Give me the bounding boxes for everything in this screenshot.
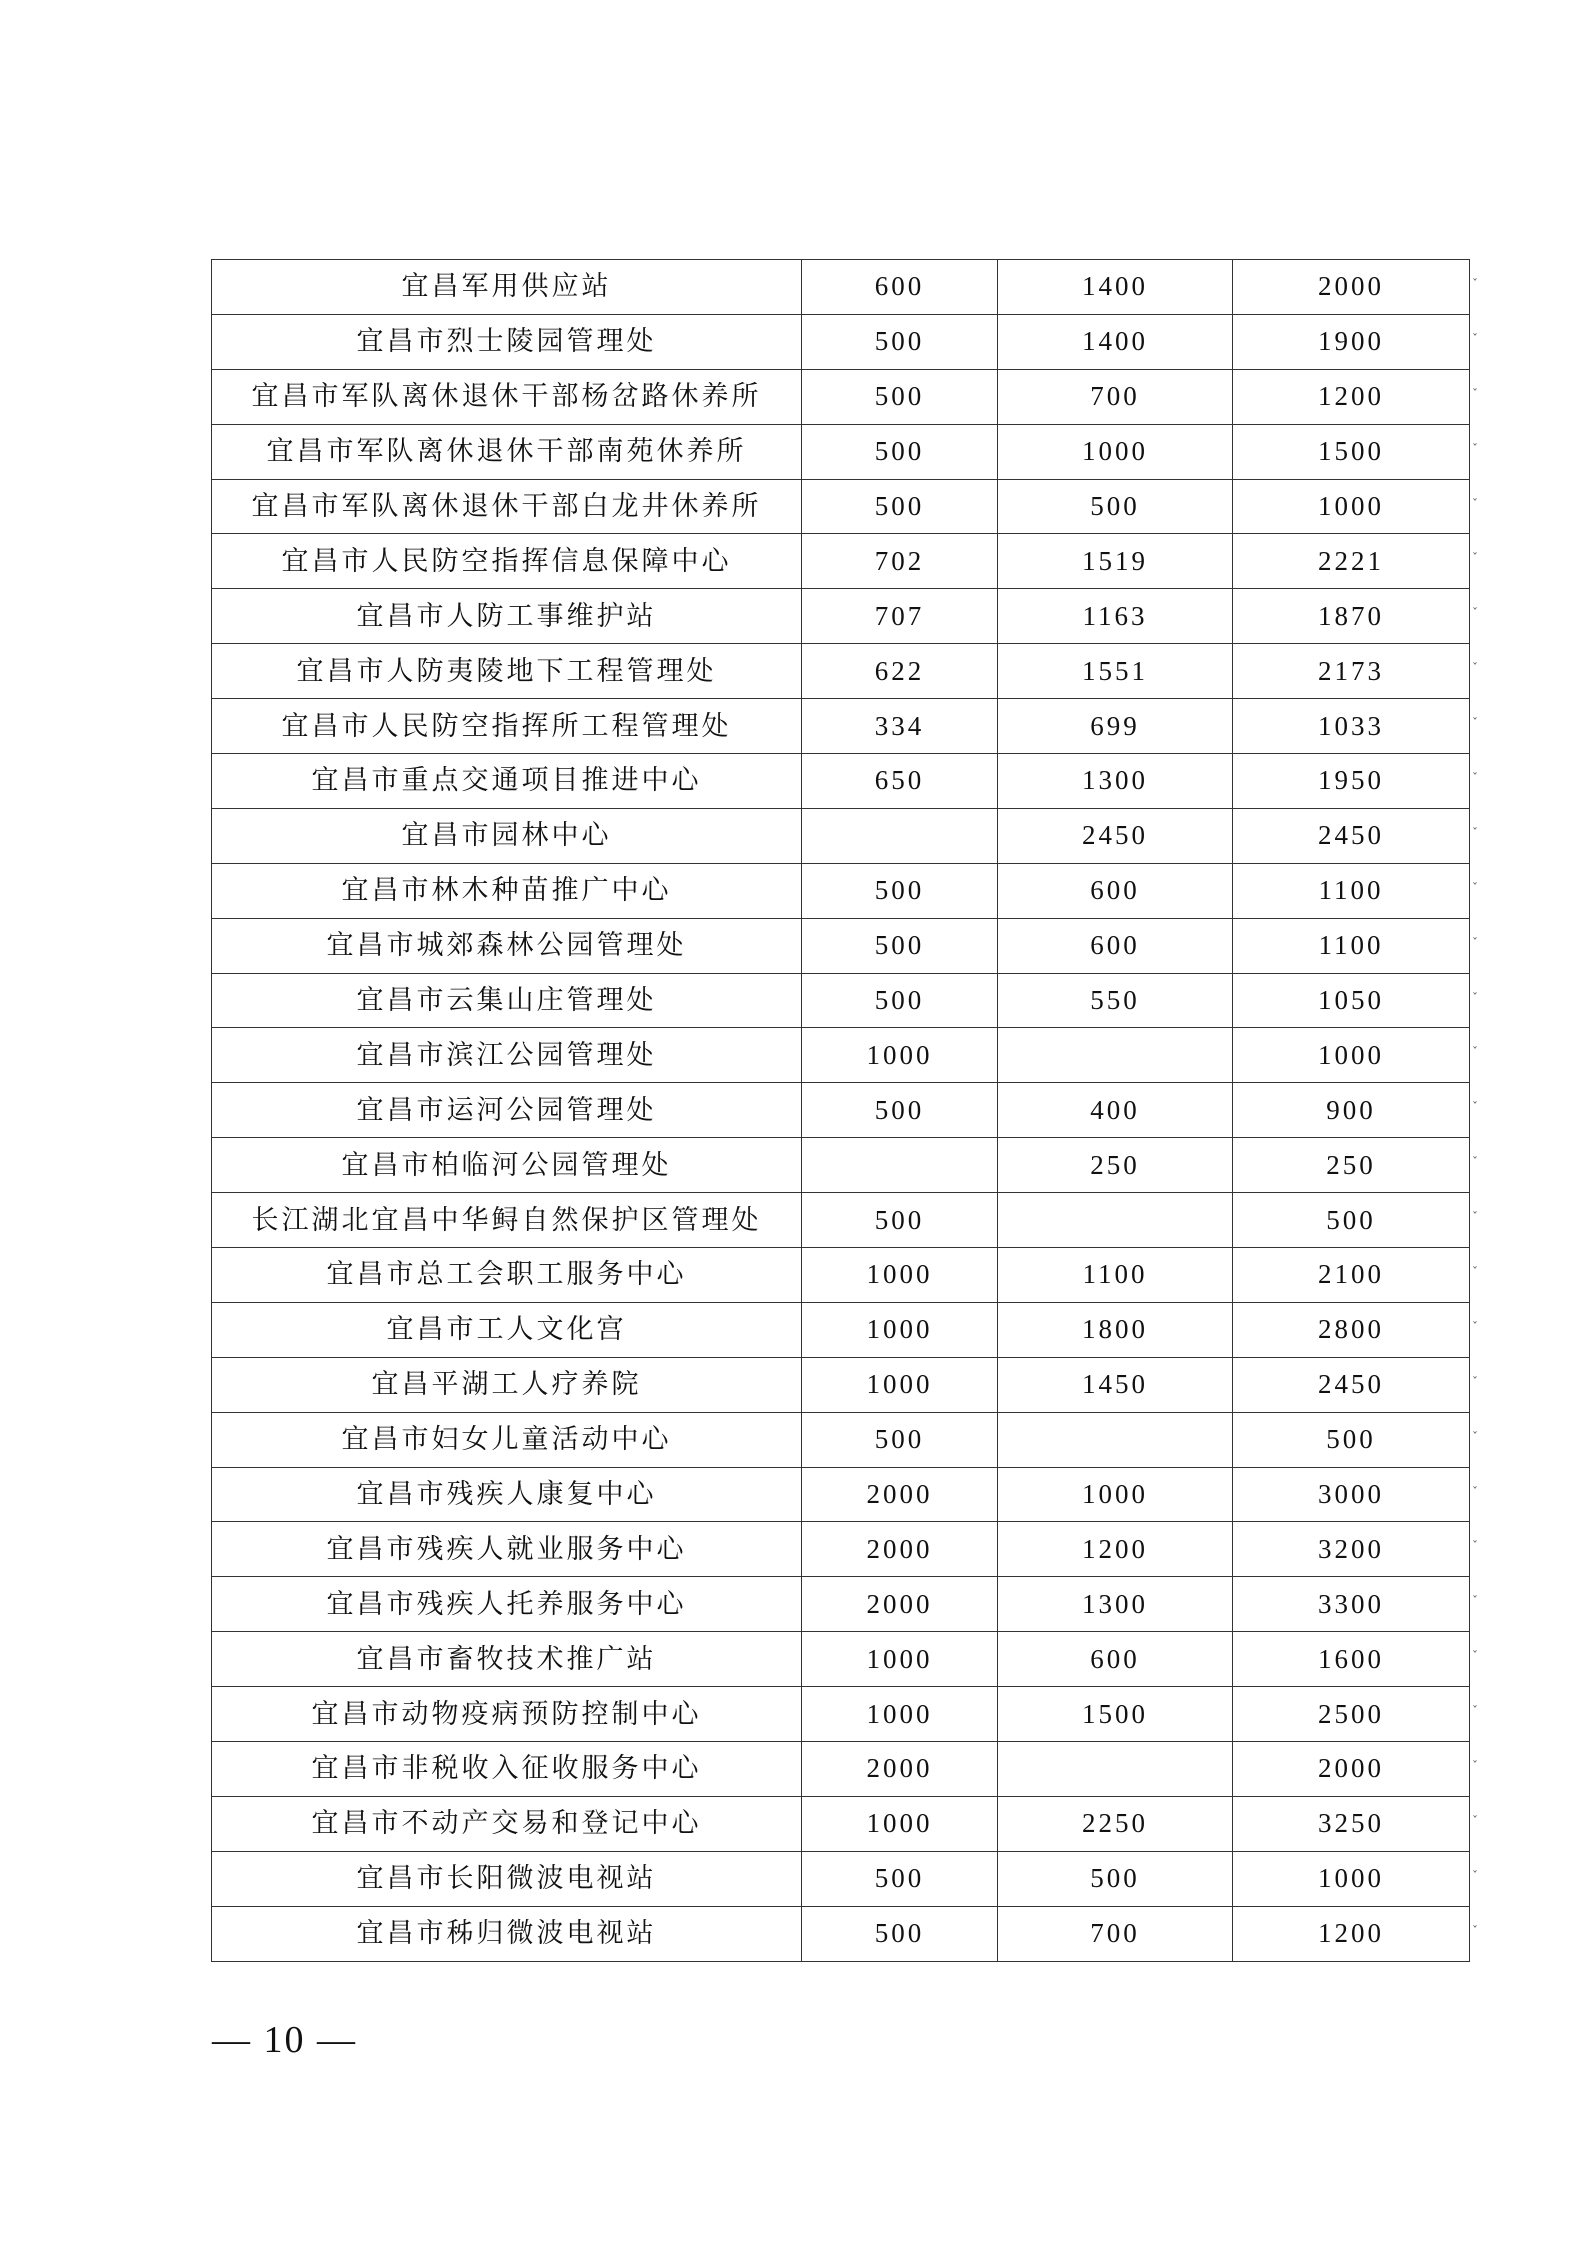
total-cell: 2000: [1233, 1742, 1470, 1797]
total-cell: 2100: [1233, 1248, 1470, 1303]
total-cell: 250: [1233, 1138, 1470, 1193]
unit-name-cell: 宜昌市人防工事维护站: [212, 589, 802, 644]
table-row: [212, 754, 1470, 809]
paragraph-mark-glyph: ˇ: [1472, 1649, 1478, 1664]
table-row: [212, 1577, 1470, 1632]
table-row: [212, 644, 1470, 699]
table-row: [212, 918, 1470, 973]
unit-name-cell: 宜昌市残疾人就业服务中心: [212, 1522, 802, 1577]
value-cell-2: 1450: [998, 1357, 1233, 1412]
value-cell-2: 1519: [998, 534, 1233, 589]
value-cell-1: 500: [802, 1083, 998, 1138]
table-row: [212, 1028, 1470, 1083]
unit-name-cell: 宜昌市云集山庄管理处: [212, 973, 802, 1028]
value-cell-1: 500: [802, 369, 998, 424]
value-cell-1: 1000: [802, 1028, 998, 1083]
paragraph-mark: [1472, 1137, 1482, 1192]
value-cell-2: [998, 1742, 1233, 1797]
value-cell-2: [998, 1412, 1233, 1467]
unit-name-cell: 宜昌市滨江公园管理处: [212, 1028, 802, 1083]
value-cell-2: 250: [998, 1138, 1233, 1193]
total-cell: 1200: [1233, 1906, 1470, 1961]
total-cell: 1870: [1233, 589, 1470, 644]
total-cell: 2173: [1233, 644, 1470, 699]
table-row: [212, 479, 1470, 534]
table-row: [212, 369, 1470, 424]
value-cell-2: 2450: [998, 808, 1233, 863]
value-cell-1: 500: [802, 863, 998, 918]
value-cell-2: 700: [998, 369, 1233, 424]
total-cell: 2221: [1233, 534, 1470, 589]
value-cell-1: 334: [802, 699, 998, 754]
total-cell: 1100: [1233, 863, 1470, 918]
paragraph-mark: [1472, 1357, 1482, 1412]
paragraph-mark: [1472, 1082, 1482, 1137]
total-cell: 1000: [1233, 1851, 1470, 1906]
value-cell-1: [802, 1138, 998, 1193]
table-row: [212, 1083, 1470, 1138]
paragraph-mark-glyph: ˇ: [1472, 551, 1478, 566]
paragraph-mark-glyph: ˇ: [1472, 606, 1478, 621]
total-cell: 1000: [1233, 479, 1470, 534]
value-cell-1: 500: [802, 1412, 998, 1467]
value-cell-2: 1000: [998, 424, 1233, 479]
total-cell: 3250: [1233, 1796, 1470, 1851]
unit-name-cell: 宜昌市长阳微波电视站: [212, 1851, 802, 1906]
value-cell-2: 1300: [998, 1577, 1233, 1632]
value-cell-2: 400: [998, 1083, 1233, 1138]
paragraph-mark-glyph: ˇ: [1472, 880, 1478, 895]
total-cell: 3300: [1233, 1577, 1470, 1632]
value-cell-1: 2000: [802, 1742, 998, 1797]
unit-name-cell: 宜昌市人民防空指挥所工程管理处: [212, 699, 802, 754]
page-number: — 10 —: [212, 2019, 357, 2061]
paragraph-mark-glyph: ˇ: [1472, 1429, 1478, 1444]
value-cell-2: 1200: [998, 1522, 1233, 1577]
value-cell-2: 1300: [998, 754, 1233, 809]
table-row: [212, 1906, 1470, 1961]
paragraph-mark-glyph: ˇ: [1472, 1100, 1478, 1115]
value-cell-1: 2000: [802, 1467, 998, 1522]
value-cell-1: 500: [802, 314, 998, 369]
paragraph-mark-glyph: ˇ: [1472, 1210, 1478, 1225]
table-row: [212, 699, 1470, 754]
total-cell: 1600: [1233, 1632, 1470, 1687]
unit-name-cell: 宜昌市总工会职工服务中心: [212, 1248, 802, 1303]
unit-name-cell: 宜昌市畜牧技术推广站: [212, 1632, 802, 1687]
unit-name-cell: 宜昌市非税收入征收服务中心: [212, 1742, 802, 1797]
table-row: [212, 589, 1470, 644]
total-cell: 500: [1233, 1412, 1470, 1467]
paragraph-mark-glyph: ˇ: [1472, 331, 1478, 346]
value-cell-1: 1000: [802, 1248, 998, 1303]
paragraph-mark-glyph: ˇ: [1472, 277, 1478, 291]
unit-name-cell: 宜昌市残疾人托养服务中心: [212, 1577, 802, 1632]
paragraph-mark: [1472, 698, 1482, 753]
value-cell-1: 2000: [802, 1577, 998, 1632]
paragraph-mark: [1472, 973, 1482, 1028]
value-cell-1: 1000: [802, 1632, 998, 1687]
table-row: [212, 1357, 1470, 1412]
value-cell-1: 500: [802, 973, 998, 1028]
paragraph-mark-glyph: ˇ: [1472, 771, 1478, 786]
paragraph-mark-glyph: ˇ: [1472, 1539, 1478, 1554]
value-cell-1: 1000: [802, 1357, 998, 1412]
total-cell: 1050: [1233, 973, 1470, 1028]
paragraph-mark: [1472, 369, 1482, 424]
table-row: [212, 1248, 1470, 1303]
paragraph-mark-glyph: ˇ: [1472, 716, 1478, 731]
paragraph-mark: [1472, 1851, 1482, 1906]
paragraph-mark: [1472, 1741, 1482, 1796]
unit-name-cell: 宜昌市园林中心: [212, 808, 802, 863]
value-cell-1: 1000: [802, 1302, 998, 1357]
paragraph-mark: [1472, 533, 1482, 588]
total-cell: 2000: [1233, 260, 1470, 315]
unit-name-cell: 长江湖北宜昌中华鲟自然保护区管理处: [212, 1193, 802, 1248]
value-cell-2: 550: [998, 973, 1233, 1028]
unit-name-cell: 宜昌市军队离休退休干部南苑休养所: [212, 424, 802, 479]
total-cell: 1900: [1233, 314, 1470, 369]
table-row: [212, 973, 1470, 1028]
unit-name-cell: 宜昌市林木种苗推广中心: [212, 863, 802, 918]
table-row: [212, 1742, 1470, 1797]
paragraph-mark-glyph: ˇ: [1472, 825, 1478, 840]
paragraph-mark: [1472, 1796, 1482, 1851]
unit-name-cell: 宜昌市城郊森林公园管理处: [212, 918, 802, 973]
value-cell-1: 500: [802, 424, 998, 479]
table-row: [212, 1522, 1470, 1577]
table-row: [212, 1796, 1470, 1851]
table-row: [212, 1193, 1470, 1248]
value-cell-2: 600: [998, 1632, 1233, 1687]
value-cell-2: 699: [998, 699, 1233, 754]
unit-name-cell: 宜昌市秭归微波电视站: [212, 1906, 802, 1961]
value-cell-1: 500: [802, 1851, 998, 1906]
paragraph-mark: [1472, 1631, 1482, 1686]
paragraph-mark-glyph: ˇ: [1472, 1484, 1478, 1499]
paragraph-mark: [1472, 863, 1482, 918]
total-cell: 1100: [1233, 918, 1470, 973]
total-cell: 2500: [1233, 1687, 1470, 1742]
paragraph-mark: [1472, 1192, 1482, 1247]
paragraph-mark: [1472, 1467, 1482, 1522]
value-cell-2: 1100: [998, 1248, 1233, 1303]
value-cell-1: [802, 808, 998, 863]
table-row: [212, 1851, 1470, 1906]
paragraph-mark-glyph: ˇ: [1472, 386, 1478, 401]
table-row: [212, 1302, 1470, 1357]
total-cell: 900: [1233, 1083, 1470, 1138]
value-cell-1: 1000: [802, 1687, 998, 1742]
value-cell-1: 2000: [802, 1522, 998, 1577]
value-cell-2: 1800: [998, 1302, 1233, 1357]
paragraph-mark-glyph: ˇ: [1472, 1045, 1478, 1060]
paragraph-mark: [1472, 314, 1482, 369]
unit-name-cell: 宜昌平湖工人疗养院: [212, 1357, 802, 1412]
table-row: [212, 1467, 1470, 1522]
value-cell-1: 500: [802, 1193, 998, 1248]
unit-name-cell: 宜昌军用供应站: [212, 260, 802, 315]
table-row: [212, 314, 1470, 369]
value-cell-2: 500: [998, 479, 1233, 534]
paragraph-mark-glyph: ˇ: [1472, 1374, 1478, 1389]
value-cell-2: 600: [998, 863, 1233, 918]
paragraph-mark: [1472, 918, 1482, 973]
paragraph-mark-glyph: ˇ: [1472, 441, 1478, 456]
table-row: [212, 863, 1470, 918]
table-row: [212, 1687, 1470, 1742]
paragraph-mark: [1472, 1247, 1482, 1302]
value-cell-1: 1000: [802, 1796, 998, 1851]
table-row: [212, 534, 1470, 589]
table-row: [212, 1138, 1470, 1193]
paragraph-mark-glyph: ˇ: [1472, 1759, 1478, 1774]
paragraph-mark: [1472, 1521, 1482, 1576]
value-cell-2: 1400: [998, 314, 1233, 369]
total-cell: 500: [1233, 1193, 1470, 1248]
paragraph-mark: [1472, 588, 1482, 643]
paragraph-mark: [1472, 1412, 1482, 1467]
paragraph-mark-glyph: ˇ: [1472, 1594, 1478, 1609]
value-cell-2: 700: [998, 1906, 1233, 1961]
paragraph-mark: [1472, 808, 1482, 863]
paragraph-mark: [1472, 424, 1482, 479]
value-cell-2: 2250: [998, 1796, 1233, 1851]
paragraph-mark: [1472, 1906, 1482, 1961]
value-cell-2: 500: [998, 1851, 1233, 1906]
value-cell-1: 650: [802, 754, 998, 809]
paragraph-mark-glyph: ˇ: [1472, 1868, 1478, 1883]
paragraph-mark-glyph: ˇ: [1472, 1923, 1478, 1938]
total-cell: 1033: [1233, 699, 1470, 754]
paragraph-mark-glyph: ˇ: [1472, 1704, 1478, 1719]
unit-name-cell: 宜昌市军队离休退休干部杨岔路休养所: [212, 369, 802, 424]
value-cell-1: 707: [802, 589, 998, 644]
total-cell: 1200: [1233, 369, 1470, 424]
value-cell-1: 500: [802, 1906, 998, 1961]
paragraph-mark-glyph: ˇ: [1472, 1319, 1478, 1334]
unit-name-cell: 宜昌市军队离休退休干部白龙井休养所: [212, 479, 802, 534]
paragraph-mark: [1472, 479, 1482, 534]
total-cell: 3200: [1233, 1522, 1470, 1577]
unit-name-cell: 宜昌市运河公园管理处: [212, 1083, 802, 1138]
table-row: [212, 260, 1470, 315]
paragraph-marks: [1472, 259, 1482, 1961]
value-cell-2: 1000: [998, 1467, 1233, 1522]
unit-name-cell: 宜昌市柏临河公园管理处: [212, 1138, 802, 1193]
unit-name-cell: 宜昌市烈士陵园管理处: [212, 314, 802, 369]
paragraph-mark-glyph: ˇ: [1472, 661, 1478, 676]
paragraph-mark: [1472, 1686, 1482, 1741]
unit-name-cell: 宜昌市人防夷陵地下工程管理处: [212, 644, 802, 699]
paragraph-mark-glyph: ˇ: [1472, 990, 1478, 1005]
paragraph-mark: [1472, 259, 1482, 314]
total-cell: 1950: [1233, 754, 1470, 809]
value-cell-2: 1163: [998, 589, 1233, 644]
total-cell: 2800: [1233, 1302, 1470, 1357]
unit-name-cell: 宜昌市不动产交易和登记中心: [212, 1796, 802, 1851]
value-cell-1: 702: [802, 534, 998, 589]
paragraph-mark-glyph: ˇ: [1472, 496, 1478, 511]
total-cell: 1500: [1233, 424, 1470, 479]
funding-table: [211, 259, 1470, 1962]
unit-name-cell: 宜昌市动物疫病预防控制中心: [212, 1687, 802, 1742]
table-row: [212, 808, 1470, 863]
paragraph-mark-glyph: ˇ: [1472, 1813, 1478, 1828]
value-cell-1: 500: [802, 479, 998, 534]
value-cell-2: 1500: [998, 1687, 1233, 1742]
value-cell-2: [998, 1193, 1233, 1248]
total-cell: 2450: [1233, 1357, 1470, 1412]
total-cell: 2450: [1233, 808, 1470, 863]
total-cell: 3000: [1233, 1467, 1470, 1522]
paragraph-mark: [1472, 643, 1482, 698]
table-row: [212, 424, 1470, 479]
unit-name-cell: 宜昌市妇女儿童活动中心: [212, 1412, 802, 1467]
paragraph-mark: [1472, 1576, 1482, 1631]
value-cell-2: 1400: [998, 260, 1233, 315]
table-row: [212, 1632, 1470, 1687]
value-cell-2: [998, 1028, 1233, 1083]
value-cell-2: 600: [998, 918, 1233, 973]
paragraph-mark-glyph: ˇ: [1472, 935, 1478, 950]
paragraph-mark: [1472, 753, 1482, 808]
value-cell-1: 622: [802, 644, 998, 699]
unit-name-cell: 宜昌市重点交通项目推进中心: [212, 754, 802, 809]
unit-name-cell: 宜昌市残疾人康复中心: [212, 1467, 802, 1522]
unit-name-cell: 宜昌市人民防空指挥信息保障中心: [212, 534, 802, 589]
table-row: [212, 1412, 1470, 1467]
value-cell-1: 600: [802, 260, 998, 315]
paragraph-mark: [1472, 1302, 1482, 1357]
value-cell-2: 1551: [998, 644, 1233, 699]
unit-name-cell: 宜昌市工人文化宫: [212, 1302, 802, 1357]
paragraph-mark-glyph: ˇ: [1472, 1155, 1478, 1170]
funding-table-body: [212, 260, 1470, 1962]
value-cell-1: 500: [802, 918, 998, 973]
total-cell: 1000: [1233, 1028, 1470, 1083]
paragraph-mark: [1472, 1027, 1482, 1082]
paragraph-mark-glyph: ˇ: [1472, 1265, 1478, 1280]
